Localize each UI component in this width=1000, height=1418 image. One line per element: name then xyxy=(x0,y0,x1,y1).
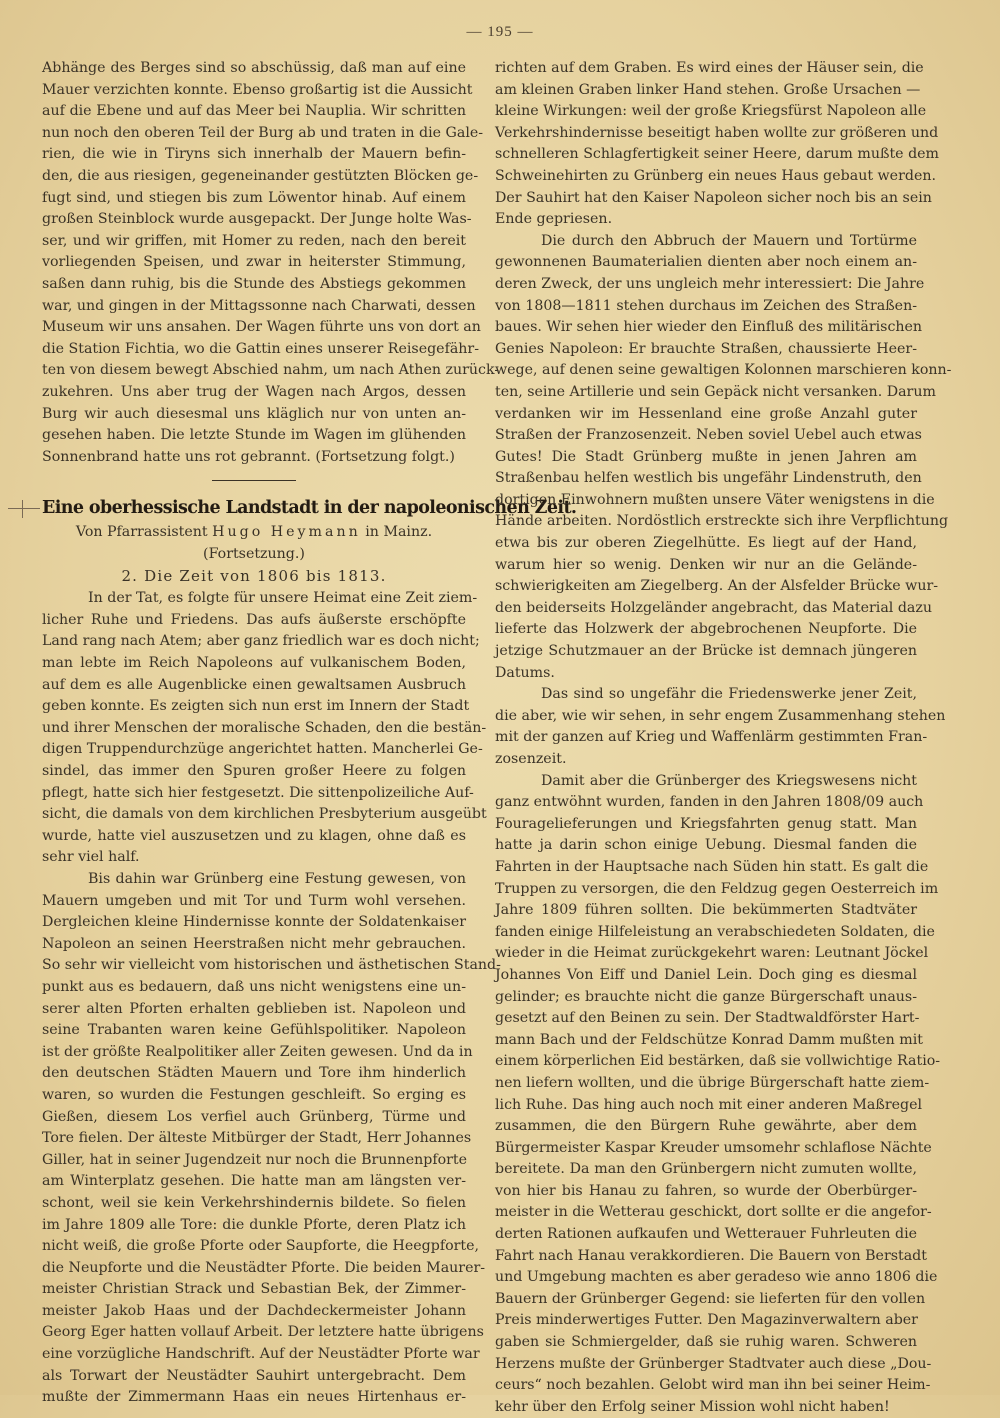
text-line: mann Bach und der Feldschütze Konrad Damm mußten mit xyxy=(495,1031,923,1048)
text-line: Preis minderwertiges Futter. Den Magazinverwaltern aber xyxy=(495,1312,918,1329)
text-line: geben konnte. Es zeigten sich nun erst im Innern der Stadt xyxy=(42,698,470,715)
text-line: lich Ruhe. Das hing auch noch mit einer anderen Maßregel xyxy=(495,1096,923,1113)
text-line: gelinder; es brauchte nicht die ganze Bürgerschaft unaus- xyxy=(495,988,917,1005)
text-line: sicht, die damals von dem kirchlichen Presbyterium ausgeübt xyxy=(42,806,487,823)
text-line: als Torwart der Neustädter Sauhirt untergebracht. Dem xyxy=(42,1367,466,1384)
text-line: In der Tat, es folgte für unsere Heimat eine Zeit ziem- xyxy=(88,590,478,607)
text-line: von hier bis Hanau zu fahren, so wurde der Oberbürger- xyxy=(495,1182,917,1199)
text-line: seine Trabanten waren keine Gefühlspolitiker. Napoleon xyxy=(42,1022,466,1039)
text-line: Bis dahin war Grünberg eine Festung gewesen, von xyxy=(88,871,466,887)
text-line: Schweinehirten zu Grünberg ein neues Haus gebaut werden. xyxy=(495,167,936,184)
text-line: saßen dann ruhig, bis die Stunde des Abstiegs gekommen xyxy=(42,275,466,292)
text-line: fanden einige Hilfeleistung an verabschiedeten Soldaten, die xyxy=(495,923,935,940)
section-heading: 2. Die Zeit von 1806 bis 1813. xyxy=(121,567,387,586)
text-line: meister Jakob Haas und der Dachdeckermeister Johann xyxy=(42,1302,466,1319)
text-line: So sehr wir vielleicht vom historischen und ästhetischen Stand- xyxy=(42,957,501,974)
text-line: einem körperlichen Eid bestärken, daß sie vollwichtige Ratio- xyxy=(495,1053,941,1070)
text-line: meister in die Wetterau geschickt, dort sollte er die angefor- xyxy=(495,1204,932,1221)
text-line: vorliegenden Speisen, und zwar in heiterster Stimmung, xyxy=(42,254,466,271)
text-line: Truppen zu versorgen, die den Feldzug gegen Oesterreich im xyxy=(495,880,939,897)
text-line: wieder in die Heimat zurückgekehrt waren: Leutnant Jöckel xyxy=(495,945,929,962)
text-line: Straßenbau helfen westlich bis ungefähr Lindenstruth, den xyxy=(495,470,922,487)
text-line: meister Christian Strack und Sebastian Bek, der Zimmer- xyxy=(42,1281,466,1298)
text-line: man lebte im Reich Napoleons auf vulkanischem Boden, xyxy=(42,655,466,672)
text-line: schnelleren Schlagfertigkeit seiner Heere, darum mußte dem xyxy=(495,146,939,163)
text-line: derten Rationen aufkaufen und Wetterauer Fuhrleuten die xyxy=(495,1226,918,1243)
text-line: serer alten Pforten erhalten geblieben ist. Napoleon und xyxy=(42,1000,466,1017)
text-line: ceurs“ noch bezahlen. Gelobt wird man ihn bei seiner Heim- xyxy=(495,1377,931,1394)
text-line: am Winterplatz gesehen. Die hatte man am längsten ver- xyxy=(42,1173,466,1190)
text-line: hatte ja darin schon einige Uebung. Diesmal fanden die xyxy=(495,837,917,854)
text-line: Fahrt nach Hanau verakkordieren. Die Bauern von Berstadt xyxy=(495,1247,927,1264)
text-line: Museum wir uns ansahen. Der Wagen führte uns von dort an xyxy=(42,319,481,336)
text-line: eine vorzügliche Handschrift. Auf der Neustädter Pforte war xyxy=(42,1346,480,1363)
text-line: Die durch den Abbruch der Mauern und Tortürme xyxy=(541,232,917,249)
text-line: wege, auf denen seine gewaltigen Kolonnen marschieren konn- xyxy=(495,362,952,379)
byline-author: Hugo Heymann xyxy=(212,524,361,541)
text-line: und ihrer Menschen der moralische Schaden, den die bestän- xyxy=(42,719,487,736)
text-line: Der Sauhirt hat den Kaiser Napoleon sicher noch bis an sein xyxy=(495,189,932,206)
byline-prefix: Von Pfarrassistent xyxy=(75,524,208,541)
text-line: Mauer verzichten konnte. Ebenso großartig ist die Aussicht xyxy=(42,81,473,98)
article-body-left xyxy=(42,588,501,1409)
text-line: Giller, hat in seiner Jugendzeit nur noch die Brunnenpforte xyxy=(42,1151,468,1168)
text-line: Dergleichen kleine Hindernisse konnte der Soldatenkaiser xyxy=(42,914,466,931)
text-line: ten von diesem bewegt Abschied nahm, um nach Athen zurück- xyxy=(42,362,500,379)
text-line: zusammen, die den Bürgern Ruhe gewährte, aber dem xyxy=(495,1118,917,1135)
text-line: kehr über den Erfolg seiner Mission wohl nicht haben! xyxy=(495,1398,890,1415)
text-line: Ende gepriesen. xyxy=(495,211,613,228)
text-line: von 1808—1811 stehen durchaus im Zeichen des Straßen- xyxy=(495,297,917,314)
text-line: gewonnenen Baumaterialien dienten aber noch einem an- xyxy=(495,254,917,271)
text-line: die Neupforte und die Neustädter Pforte. Die beiden Maurer- xyxy=(42,1259,486,1276)
text-line: Abhänge des Berges sind so abschüssig, daß man auf eine xyxy=(42,60,466,76)
text-line: punkt aus es bedauern, daß uns nicht wenigstens eine un- xyxy=(42,978,466,995)
text-line: am kleinen Graben linker Hand stehen. Große Ursachen — xyxy=(495,81,921,98)
text-line: warum hier so wenig. Denken wir nur an die Gelände- xyxy=(495,556,917,573)
text-line: verdanken wir im Hessenland eine große Anzahl guter xyxy=(495,405,917,422)
text-line: Gießen, diesem Los verfiel auch Grünberg, Türme und xyxy=(42,1108,466,1125)
text-line: mit der ganzen auf Krieg und Waffenlärm gestimmten Fran- xyxy=(495,729,928,746)
text-line: etwa bis zur oberen Ziegelhütte. Es liegt auf der Hand, xyxy=(495,535,917,552)
text-line: digen Truppendurchzüge angerichtet hatten. Mancherlei Ge- xyxy=(42,741,483,758)
text-line: wurde, hatte viel auszusetzen und zu klagen, ohne daß es xyxy=(42,827,466,844)
text-line: rien, die wie in Tiryns sich innerhalb der Mauern befin- xyxy=(42,146,466,163)
text-line: gesehen haben. Die letzte Stunde im Wagen im glühenden xyxy=(42,427,466,444)
text-line: den deutschen Städten Mauern und Tore ihm hinderlich xyxy=(42,1065,466,1082)
text-line: gesetzt auf den Beinen zu sein. Der Stadtwaldförster Hart- xyxy=(495,1010,920,1027)
text-line: nicht weiß, die große Pforte oder Saupforte, die Heegpforte, xyxy=(42,1238,480,1255)
text-line: auf die Ebene und auf das Meer bei Nauplia. Wir schritten xyxy=(42,103,466,120)
text-line: Burg wir auch diesesmal uns kläglich nur von unten an- xyxy=(42,405,466,422)
text-line: sindel, das immer den Spuren großer Heere zu folgen xyxy=(42,763,466,780)
text-line: kleine Wirkungen: weil der große Kriegsfürst Napoleon alle xyxy=(495,103,927,120)
text-line: richten auf dem Graben. Es wird eines der Häuser sein, die xyxy=(495,60,924,76)
text-line: gaben sie Schmiergelder, daß sie ruhig waren. Schweren xyxy=(495,1334,917,1351)
text-line: ten, seine Artillerie und sein Gepäck nicht versanken. Darum xyxy=(495,383,936,400)
text-line: die aber, wie wir sehen, in sehr engem Zusammenhang stehen xyxy=(495,707,946,724)
text-line: ganz entwöhnt wurden, fanden in den Jahren 1808/09 auch xyxy=(495,794,924,811)
text-line: Mauern umgeben und mit Tor und Turm wohl versehen. xyxy=(42,892,466,909)
article-byline xyxy=(42,521,466,543)
previous-article-continuation xyxy=(42,58,500,468)
text-line: war, und gingen in der Mittagssonne nach Charwati, dessen xyxy=(42,297,476,314)
text-line: dortigen Einwohnern mußten unsere Väter wenigstens in die xyxy=(495,491,935,508)
text-line: pflegt, hatte sich hier festgesetzt. Die sittenpolizeiliche Auf- xyxy=(42,784,474,801)
text-line: Georg Eger hatten vollauf Arbeit. Der letztere hatte übrigens xyxy=(42,1324,484,1341)
text-line: Land rang nach Atem; aber ganz friedlich war es doch nicht; xyxy=(42,633,480,650)
text-line: zosenzeit. xyxy=(495,751,567,767)
text-line: lieferte das Holzwerk der abgebrochenen Neupforte. Die xyxy=(495,621,917,638)
text-line: Das sind so ungefähr die Friedenswerke jener Zeit, xyxy=(541,686,917,703)
text-line: Tore fielen. Der älteste Mitbürger der Stadt, Herr Johannes xyxy=(42,1130,472,1147)
article-body-right xyxy=(495,58,952,1418)
text-line: fugt sind, und stiegen bis zum Löwentor hinab. Auf einem xyxy=(42,189,466,206)
margin-cross-mark xyxy=(8,500,40,516)
text-line: Napoleon an seinen Heerstraßen nicht mehr gebrauchen. xyxy=(42,935,466,952)
text-line: ser, und wir griffen, mit Homer zu reden, nach den bereit xyxy=(42,232,466,249)
text-line: Jahre 1809 führen sollten. Die bekümmerten Stadtväter xyxy=(495,902,917,919)
page-number: — 195 — xyxy=(466,24,534,40)
right-column xyxy=(495,58,952,1418)
text-line: bereitete. Da man den Grünbergern nicht zumuten wollte, xyxy=(495,1161,917,1178)
article-title: Eine oberhessische Landstadt in der napoleonischen Zeit. xyxy=(42,498,577,519)
text-line: Bürgermeister Kaspar Kreuder umsomehr schlaflose Nächte xyxy=(495,1139,932,1156)
text-line: und Umgebung machten es aber geradeso wie anno 1806 die xyxy=(495,1269,938,1286)
text-line: Gutes! Die Stadt Grünberg mußte in jenen Jahren am xyxy=(495,448,917,465)
text-line: ist der größte Realpolitiker aller Zeiten gewesen. Und da in xyxy=(42,1043,473,1060)
text-line: baues. Wir sehen hier wieder den Einfluß des militärischen xyxy=(495,319,923,336)
text-line: auf dem es alle Augenblicke einen gewaltsamen Ausbruch xyxy=(42,676,466,693)
text-line: mußte der Zimmermann Haas ein neues Hirtenhaus er- xyxy=(42,1389,466,1406)
continuation-note: (Fortsetzung.) xyxy=(203,546,305,563)
text-line: Genies Napoleon: Er brauchte Straßen, chaussierte Heer- xyxy=(495,340,917,357)
text-line: Damit aber die Grünberger des Kriegswesens nicht xyxy=(541,772,917,789)
text-line: waren, so wurden die Festungen geschleift. So erging es xyxy=(42,1086,466,1103)
text-line: Hände arbeiten. Nordöstlich erstreckte sich ihre Verpflichtung xyxy=(495,513,949,530)
text-line: den beiderseits Holzgeländer angebracht, das Material dazu xyxy=(495,599,933,616)
byline-suffix: in Mainz. xyxy=(365,524,433,541)
text-line: Datums. xyxy=(495,664,555,681)
text-line: nen liefern wollten, und die übrige Bürgerschaft hatte ziem- xyxy=(495,1074,930,1091)
section-divider xyxy=(212,480,296,481)
text-line: nun noch den oberen Teil der Burg ab und traten in die Gale- xyxy=(42,124,484,141)
text-line: die Station Fichtia, wo die Gattin eines unserer Reisegefähr- xyxy=(42,340,479,357)
text-line: Straßen der Franzosenzeit. Neben soviel Uebel auch etwas xyxy=(495,427,922,444)
text-line: großen Steinblock wurde ausgepackt. Der Junge holte Was- xyxy=(42,211,472,228)
text-line: Herzens mußte der Grünberger Stadtvater auch diese „Dou- xyxy=(495,1355,932,1372)
text-line: im Jahre 1809 alle Tore: die dunkle Pforte, deren Platz ich xyxy=(42,1216,466,1233)
text-line: jetzige Schutzmauer an der Brücke ist demnach jüngeren xyxy=(495,643,917,660)
text-line: Bauern der Grünberger Gegend: sie lieferten für den vollen xyxy=(495,1290,926,1307)
text-line: Verkehrshindernisse beseitigt haben wollte zur größeren und xyxy=(495,124,939,141)
text-line: Fahrten in der Hauptsache nach Süden hin statt. Es galt die xyxy=(495,858,929,875)
text-line: Sonnenbrand hatte uns rot gebrannt. (Fortsetzung folgt.) xyxy=(42,448,455,465)
text-line: deren Zweck, der uns ungleich mehr interessiert: Die Jahre xyxy=(495,275,925,292)
text-line: Fouragelieferungen und Kriegsfahrten genug statt. Man xyxy=(495,815,917,832)
text-line: licher Ruhe und Friedens. Das aufs äußerste erschöpfte xyxy=(42,611,466,628)
text-line: schont, weil sie kein Verkehrshindernis bildete. So fielen xyxy=(42,1194,466,1211)
text-line: zukehren. Uns aber trug der Wagen nach Argos, dessen xyxy=(42,383,466,400)
text-line: schwierigkeiten am Ziegelberg. An der Alsfelder Brücke wur- xyxy=(495,578,939,595)
text-line: Johannes Von Eiff und Daniel Lein. Doch ging es diesmal xyxy=(495,966,917,983)
text-line: den, die aus riesigen, gegeneinander gestützten Blöcken ge- xyxy=(42,167,479,184)
text-line: sehr viel half. xyxy=(42,849,140,866)
